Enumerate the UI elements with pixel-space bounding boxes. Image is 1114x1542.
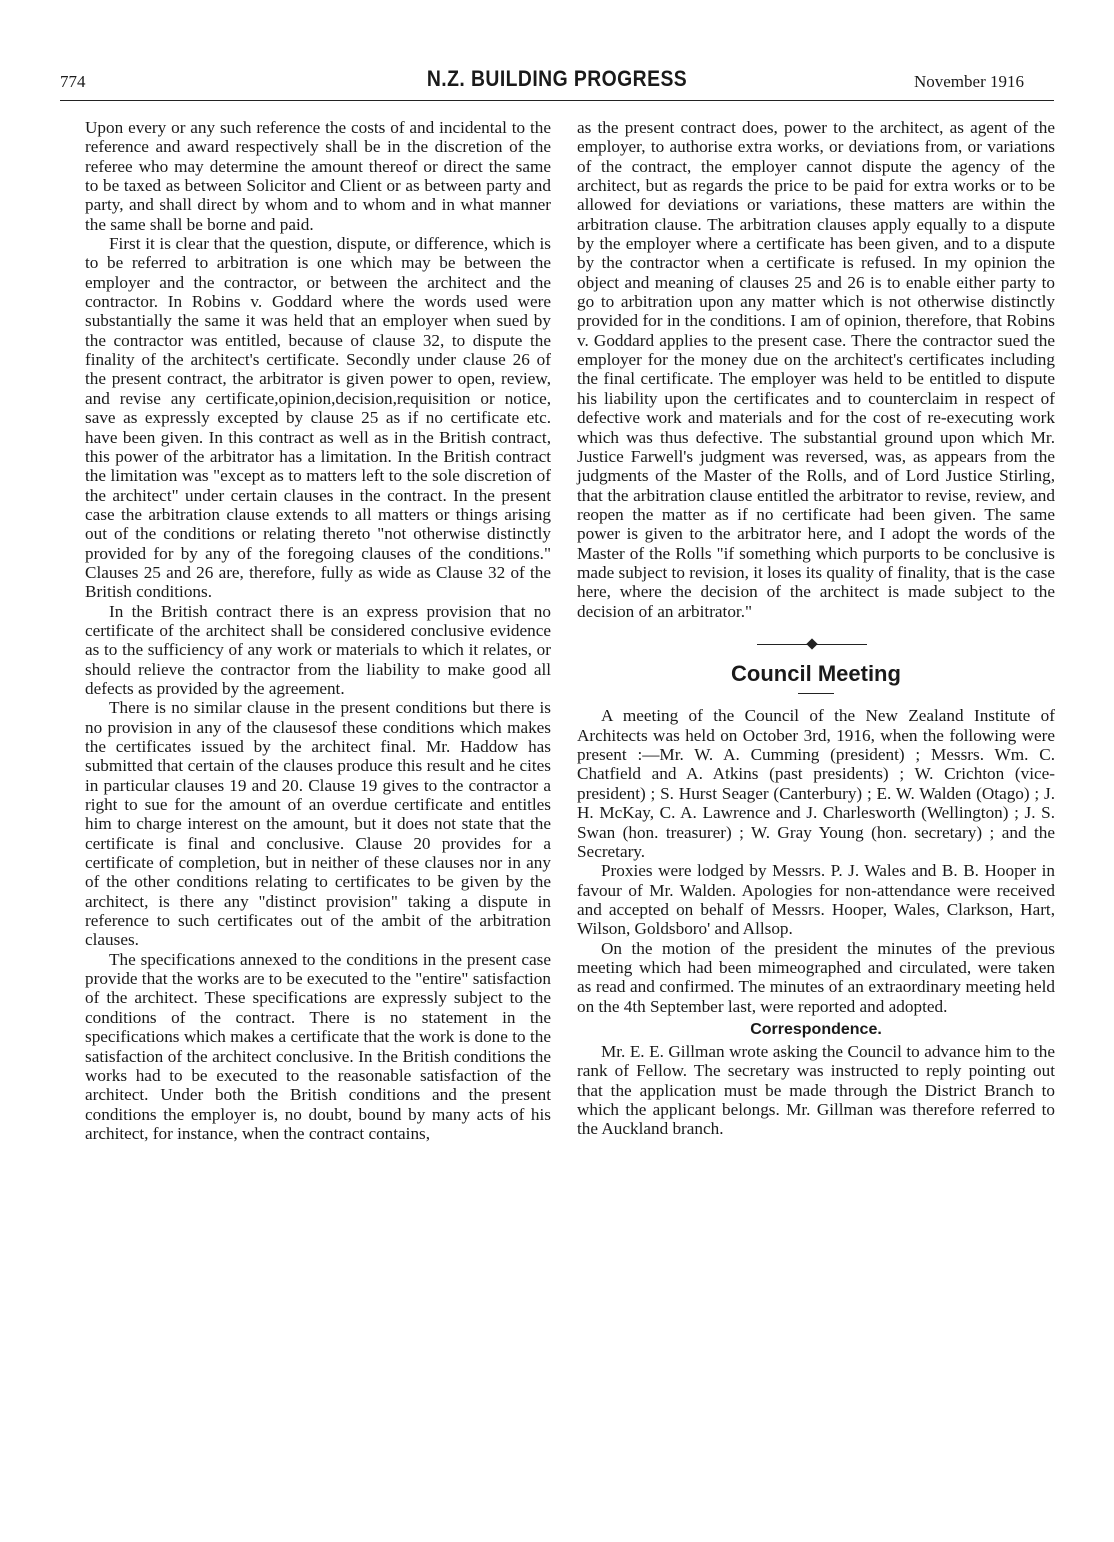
paragraph-specifications: The specifications annexed to the conditions in the present case provide that the works are to be executed to the "entire" satisfaction of the architect. These specifications are expressly subject to the conditions of the contract. There is no statement in the specifications which makes a certificate that the work is done to the satisfaction of the architect conclusive. In the British conditions the works had to be executed to the reasonable satisfaction of the architect. Under both the British conditions and the present conditions the employer is, no doubt, bound by many acts of his architect, for instance, when the contract contains, [85,949,551,1143]
correspondence-heading: Correspondence. [750,1020,882,1038]
paragraph-british-contract: In the British contract there is an express provision that no certificate of the architect shall be considered conclusive evidence as to the sufficiency of any work or materials to which it relates, or should relieve the contractor from the liability to make good all defects as provided by the agreement. [85,601,551,698]
paragraph-costs-of-reference: Upon every or any such reference the costs of and incidental to the reference and award respectively shall be in the discretion of the referee who may determine the amount thereof or direct the same to be taxed as between Solicitor and Client or as between party and party, and shall direct by whom and to whom and in what manner the same shall be borne and paid. [85,118,551,234]
magazine-title: N.Z. BUILDING PROGRESS [426,66,688,91]
paragraph-meeting-attendance: A meeting of the Council of the New Zealand Institute of Architects was held on October 3rd, 1916, when the following were present :—Mr. W. A. Cumming (president) ; Messrs. Wm. C. Chatfield and A. Atkins (past presidents) ; W. Crichton (vice-president) ; S. Hurst Seager (Canterbury) ; E. W. Walden (Otago) ; J. H. McKay, C. A. Lawrence and J. Charlesworth (Wellington) ; J. S. Swan (hon. treasurer) ; W. Gray Young (hon. secretary) ; and the Secretary. [577,706,1055,861]
paragraph-proxies-apologies: Proxies were lodged by Messrs. P. J. Wales and B. B. Hooper in favour of Mr. Walden. Apologies for non-attendance were received and accepted on behalf of Messrs. Hooper, Wales, Clarkson, Hart, Wilson, Goldsboro' and Allsop. [577,861,1055,939]
paragraph-no-similar-clause: There is no similar clause in the present conditions but there is no provision in any of the clausesof these conditions which makes the certificates issued by the architect final. Mr. Haddow has submitted that certain of the clauses produce this result and he cites in particular clauses 19 and 20. Clause 19 gives to the contractor a right to sue for the amount of an overdue certificate and entitles him to charge interest on the amount, but it does not state that the certificate is final and conclusive. Clause 20 provides for a certificate of completion, but in neither of these clauses nor in any of the other conditions relating to certificates to be given by the architect, is there any "distinct provision" taking a dispute in reference to such certificates out of the ambit of the arbitration clauses. [85,698,551,950]
paragraph-gillman-letter: Mr. E. E. Gillman wrote asking the Council to advance him to the rank of Fellow. The secretary was instructed to reply pointing out that the application must be made through the District Branch to which the applicant belongs. Mr. Gillman was therefore referred to the Auckland branch. [577,1041,1055,1139]
section-divider [577,621,1055,659]
paragraph-architect-agency: as the present contract does, power to the architect, as agent of the employer, to authorise extra works, or deviations from, or variations of the contract, the employer cannot dispute the agency of the architect, but as regards the price to be paid for extra works or to be allowed for deviations or variations, these matters are within the arbitration clause. The arbitration clauses apply equally to a dispute by the employer where a certificate has been given, and to a dispute by the contractor when a certificate is refused. In my opinion the object and meaning of clauses 25 and 26 is to enable either party to go to arbitration upon any matter which is not otherwise distinctly provided for in the conditions. I am of opinion, therefore, that Robins v. Goddard applies to the present case. There the contractor sued the employer for the money due on the architect's certificates including the final certificate. The employer was held to be entitled to dispute his liability upon the certificates and to counterclaim in respect of defective work and materials and for the cost of re-executing work which was thus defective. The substantial ground upon which Mr. Justice Farwell's judgment was reversed, was, as appears from the judgments of the Master of the Rolls, and of Lord Justice Stirling, that the arbitration clause entitled the arbitrator to revise, review, and reopen the matter as if no certificate had been given. The same power is given to the arbitrator here, and I adopt the words of the Master of the Rolls "if something which purports to be conclusive is made subject to revision, it loses its quality of finality, that is the case here, where the decision of the architect is made subject to the decision of an arbitrator." [577,118,1055,621]
right-column [577,118,1055,1139]
issue-date: November 1916 [913,72,1024,91]
council-meeting-title: Council Meeting [731,660,901,686]
paragraph-minutes: On the motion of the president the minutes of the previous meeting which had been mimeographed and circulated, were taken as read and confirmed. The minutes of an extraordinary meeting held on the 4th September last, were reported and adopted. [577,938,1055,1016]
title-underline [798,693,834,695]
page-header [60,66,1054,101]
left-column [85,118,551,1143]
paragraph-arbitration-scope: First it is clear that the question, dispute, or difference, which is to be referred to arbitration is one which may be between the employer and the contractor, or between the architect and the contractor. In Robins v. Goddard where the words used were substantially the same it was held that an employer when sued by the contractor was entitled, because of clause 32, to dispute the finality of the architect's certificate. Secondly under clause 26 of the present contract, the arbitrator is given power to open, review, and revise any certificate,opinion,decision,requisition or notice, save as expressly excepted by clause 25 as if no certificate etc. have been given. In this contract as well as in the British contract, this power of the arbitrator has a limitation. In the British contract the limitation was "except as to matters left to the sole discretion of the architect" under certain clauses in the contract. In the present case the arbitration clause extends to all matters or things arising out of the conditions or relating thereto "not otherwise distinctly provided for by any of the foregoing clauses of the conditions." Clauses 25 and 26 are, therefore, fully as wide as Clause 32 of the British conditions. [85,234,551,602]
diamond-ornament-icon [806,638,817,649]
page-number: 774 [60,72,86,91]
